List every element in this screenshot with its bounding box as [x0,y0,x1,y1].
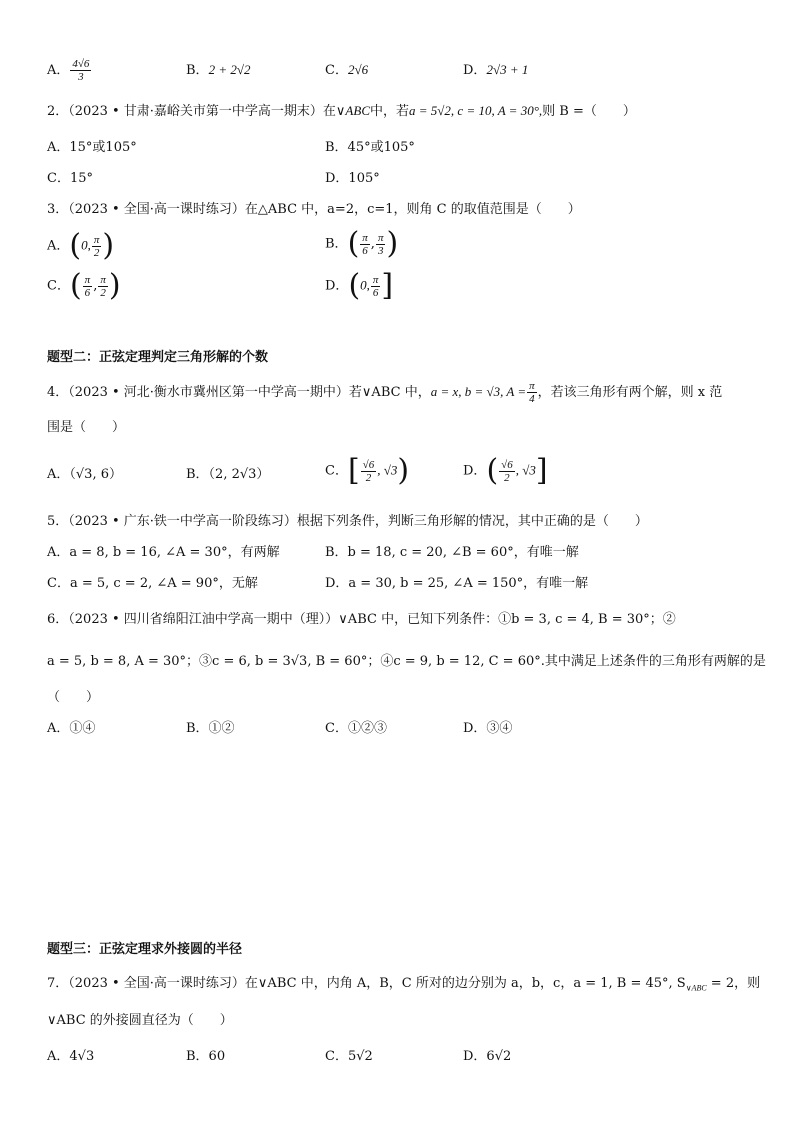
fraction [83,274,93,299]
bracket-right: ) [386,226,399,261]
option-letter: C． [325,63,348,78]
fraction [361,459,377,484]
fraction-numerator: π [372,273,379,286]
question-5-stem: 5．（2023 • 广东·铁一中学高一阶段练习）根据下列条件，判断三角形解的情况，其中正确的是（ ） [47,514,648,529]
stem-text: 中，若 [370,104,410,119]
fraction-denominator: 2 [93,246,100,259]
fraction-numerator: π [93,233,100,246]
q6-option-d: D．③④ [463,721,513,736]
fraction-numerator: 4√6 [72,58,90,70]
fraction-denominator: 6 [362,244,368,257]
section-heading-2: 题型二：正弦定理判定三角形解的个数 [47,350,269,365]
interval-end: , √3 [515,462,536,478]
question-4-stem-line2: 围是（ ） [47,420,126,435]
stem-end: = 2，则 [706,976,761,991]
q3-option-b: B．( $\frac{\pi}{6}$ , $\frac{\pi}{3}$ ) [325,226,399,261]
fraction-numerator: π [529,380,535,392]
question-7-stem-line1 [47,975,760,998]
fraction [376,232,386,257]
q7-option-a: A．4√3 [47,1049,95,1064]
stem-text: 7．（2023 • 全国·高一课时练习）在∨ABC 中，内角 A，B，C 所对的边分别为 a，b，c，a = 1, B = 45°, S [47,976,686,991]
q2-option-c: C．15° [47,171,93,186]
q4-option-c: C．[ $\frac{√6}{2}$ , √3) [325,453,410,488]
bracket-right: ) [108,268,121,303]
bracket-right: ] [381,268,394,303]
stem-end: ，若该三角形有两个解，则 x 范 [537,385,723,400]
math-condition: a = x, b = √3, A = [430,384,527,399]
q1-option-b [186,61,250,80]
q3-option-d [325,268,394,303]
fraction-denominator: 2 [365,471,372,484]
option-letter: C． [47,278,70,294]
bracket-left: ( [348,268,361,303]
question-source: 4．（2023 • 河北·衡水市冀州区第一中学高一期中）若∨ABC 中， [47,385,431,400]
fraction [70,58,91,83]
q7-option-d: D．6√2 [463,1049,512,1064]
option-letter: D． [325,278,349,294]
q1-option-a [47,58,92,83]
option-text: 2 + 2√2 [208,62,251,77]
fraction [92,234,102,259]
fraction-denominator: 2 [504,471,510,484]
fraction-denominator: 4 [529,393,535,405]
fraction-numerator: π [84,273,91,286]
fraction-numerator: √6 [362,458,375,471]
fraction-denominator: 2 [100,286,106,299]
bracket-left: ( [69,228,82,263]
q5-option-a: A．a = 8, b = 16, ∠A = 30°，有两解 [47,545,280,560]
section-heading-3: 题型三：正弦定理求外接圆的半径 [47,942,243,957]
q4-option-b: B．（2, 2√3） [186,467,270,482]
q7-option-b: B．60 [186,1049,226,1064]
q3-option-a [47,228,115,263]
question-4-stem [47,380,722,405]
option-letter: A． [47,238,70,254]
q6-option-a: A．①④ [47,721,96,736]
question-6-stem-line2: a = 5, b = 8, A = 30°；③c = 6, b = 3√3, B = 60°；④c = 9, b = 12, C = 60°.其中满足上述条件的三角形有两解的是 [47,654,766,669]
interval-start: 0, [81,237,91,253]
q4-option-d: D．( $\frac{√6}{2}$ , √3] [463,453,548,488]
option-letter: D． [463,63,487,78]
fraction-numerator: π [100,273,106,286]
option-letter: A． [47,63,70,78]
fraction [371,274,381,299]
option-letter: C． [325,463,348,479]
option-letter: B． [325,236,348,252]
question-7-stem-line2: ∨ABC 的外接圆直径为（ ） [47,1013,233,1028]
q7-option-c: C．5√2 [325,1049,373,1064]
q2-option-b: B．45°或105° [325,140,415,155]
question-source: 2．（2023 • 甘肃·嘉峪关市第一中学高一期末）在 [47,104,336,119]
q1-option-d [463,61,528,80]
q5-option-d: D．a = 30, b = 25, ∠A = 150°，有唯一解 [325,576,589,591]
q3-option-c: C．( $\frac{\pi}{6}$ , $\frac{\pi}{2}$ ) [47,268,121,303]
fraction [360,232,370,257]
question-6-stem-line1: 6．（2023 • 四川省绵阳江油中学高一期中（理））∨ABC 中，已知下列条件：①b = 3, c = 4, B = 30°；② [47,612,676,627]
q5-option-b: B．b = 18, c = 20, ∠B = 60°，有唯一解 [325,545,579,560]
option-letter: D． [463,463,487,479]
fraction-denominator: 6 [372,286,379,299]
fraction-numerator: π [362,231,368,244]
question-3-stem: 3．（2023 • 全国·高一课时练习）在△ABC 中，a=2，c=1，则角 C 的取值范围是（ ） [47,202,581,217]
q1-option-c [325,61,368,80]
bracket-right: ) [102,228,115,263]
fraction-denominator: 6 [84,286,91,299]
option-letter: B． [186,63,209,78]
question-2-stem [47,102,636,121]
q6-option-c: C．①②③ [325,721,387,736]
interval-end: , √3 [377,462,398,478]
area-subscript: ∨ABC [685,983,707,993]
fraction [98,274,108,299]
fraction-denominator: 3 [377,244,384,257]
q6-option-b: B．①② [186,721,235,736]
q2-option-a: A．15°或105° [47,140,137,155]
triangle-symbol: ∨ABC [335,103,370,118]
stem-end: 则 B =（ ） [542,104,636,119]
question-6-stem-line3: （ ） [47,690,100,705]
fraction [499,459,515,484]
q5-option-c: C．a = 5, c = 2, ∠A = 90°，无解 [47,576,258,591]
bracket-left: ( [347,226,360,261]
math-condition: a = 5√2, c = 10, A = 30°, [409,103,543,118]
option-text: 2√3 + 1 [486,62,529,77]
q2-option-d: D．105° [325,171,380,186]
bracket-left: ( [69,268,82,303]
option-text: 2√6 [347,62,369,77]
fraction-numerator: π [377,231,384,244]
fraction-denominator: 3 [78,71,84,83]
interval-start: 0, [360,277,370,293]
q4-option-a: A．（√3, 6） [47,467,122,482]
fraction [527,380,537,405]
fraction-numerator: √6 [501,458,513,471]
